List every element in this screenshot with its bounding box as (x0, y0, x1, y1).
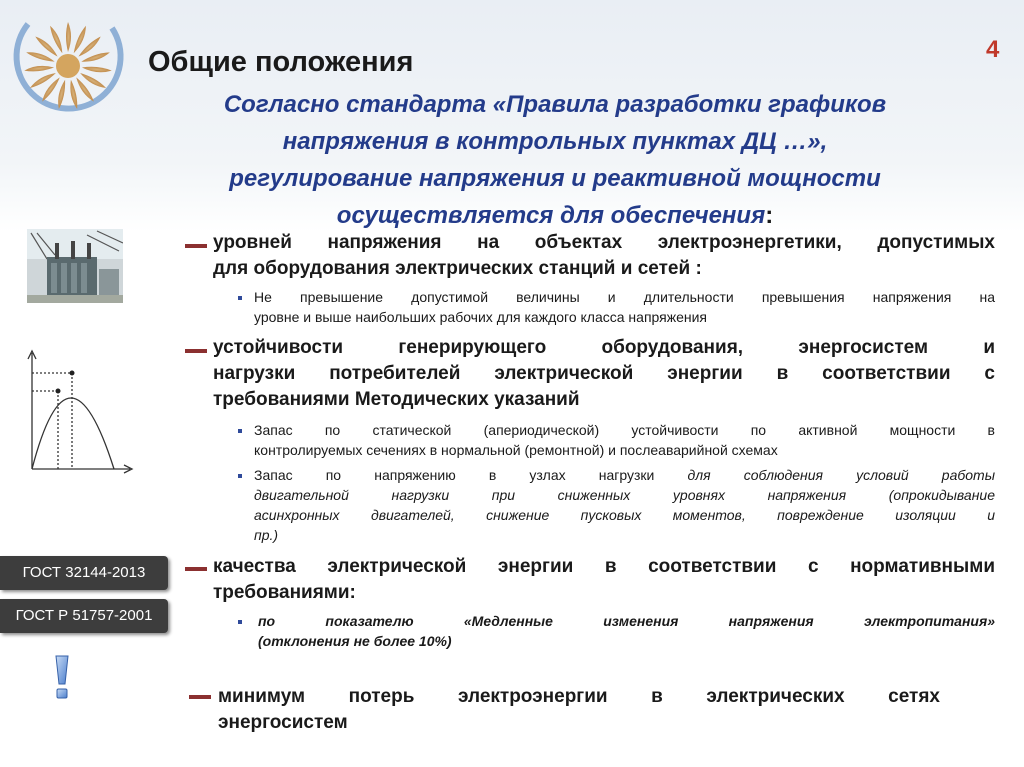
item-line: требованиями Методических указаний (213, 389, 580, 410)
item-dash (185, 244, 207, 248)
sub-line: (отклонения не более 10%) (258, 633, 452, 649)
page-number: 4 (986, 36, 1000, 63)
sub-line: Запас по напряжению в узлах нагрузки для соблюдения условий работы (254, 467, 996, 483)
item-dash (185, 349, 207, 353)
sub-item (254, 420, 995, 460)
page-title: Общие положения (148, 46, 414, 78)
sub-line: пр.) (254, 527, 279, 543)
item-line: энергосистем (218, 712, 348, 733)
sub-item (258, 611, 995, 651)
sub-item (254, 287, 995, 327)
sub-line: уровне и выше наибольших рабочих для каждого класса напряжения (254, 309, 708, 325)
subtitle-line: напряжения в контрольных пунктах ДЦ …», (282, 128, 828, 155)
sub-italic-tail: для соблюдения условий работы (687, 467, 996, 483)
exclamation-icon (49, 654, 75, 700)
item-line: для оборудования электрических станций и сетей : (213, 258, 702, 279)
list-item (213, 230, 995, 282)
sub-line: по показателю «Медленные изменения напряжения электропитания» (258, 613, 995, 629)
sub-item (254, 465, 995, 545)
gost-badge: ГОСТ 32144-2013 (0, 556, 168, 590)
subtitle-colon: : (765, 202, 774, 229)
sub-bullet (238, 296, 242, 300)
subtitle-line: Согласно стандарта «Правила разработки графиков (223, 91, 887, 118)
item-dash (185, 567, 207, 571)
sub-line: Не превышение допустимой величины и длительности превышения напряжения на (254, 289, 995, 305)
item-dash (189, 695, 211, 699)
item-line: минимум потерь электроэнергии в электрических сетях (218, 686, 940, 707)
gost-badge: ГОСТ Р 51757-2001 (0, 599, 168, 633)
list-item (213, 554, 995, 606)
sub-line: двигательной нагрузки при сниженных уровнях напряжения (опрокидывание (254, 487, 995, 503)
sub-line: асинхронных двигателей, снижение пусковых моментов, повреждение изоляции и (254, 507, 995, 523)
item-line: требованиями: (213, 582, 356, 603)
sub-bullet (238, 474, 242, 478)
item-line: качества электрической энергии в соответствии с нормативными (213, 556, 995, 577)
subtitle-line: регулирование напряжения и реактивной мощности (229, 165, 881, 192)
sub-line: контролируемых сечениях в нормальной (ремонтной) и послеаварийной схемах (254, 442, 778, 458)
transformer-photo (27, 229, 123, 303)
subtitle-line: осуществляется для обеспечения: (336, 202, 774, 229)
item-line: уровней напряжения на объектах электроэнергетики, допустимых (213, 232, 995, 253)
sun-logo-icon (8, 8, 126, 120)
sub-bullet (238, 620, 242, 624)
list-item (218, 684, 940, 736)
list-item (213, 335, 995, 413)
stability-curve-graph (14, 347, 134, 477)
sub-bullet (238, 429, 242, 433)
sub-line: Запас по статической (апериодической) устойчивости по активной мощности в (254, 422, 995, 438)
item-line: устойчивости генерирующего оборудования, энергосистем и (213, 337, 995, 358)
subtitle (140, 86, 970, 234)
item-line: нагрузки потребителей электрической энергии в соответствии с (213, 363, 995, 384)
